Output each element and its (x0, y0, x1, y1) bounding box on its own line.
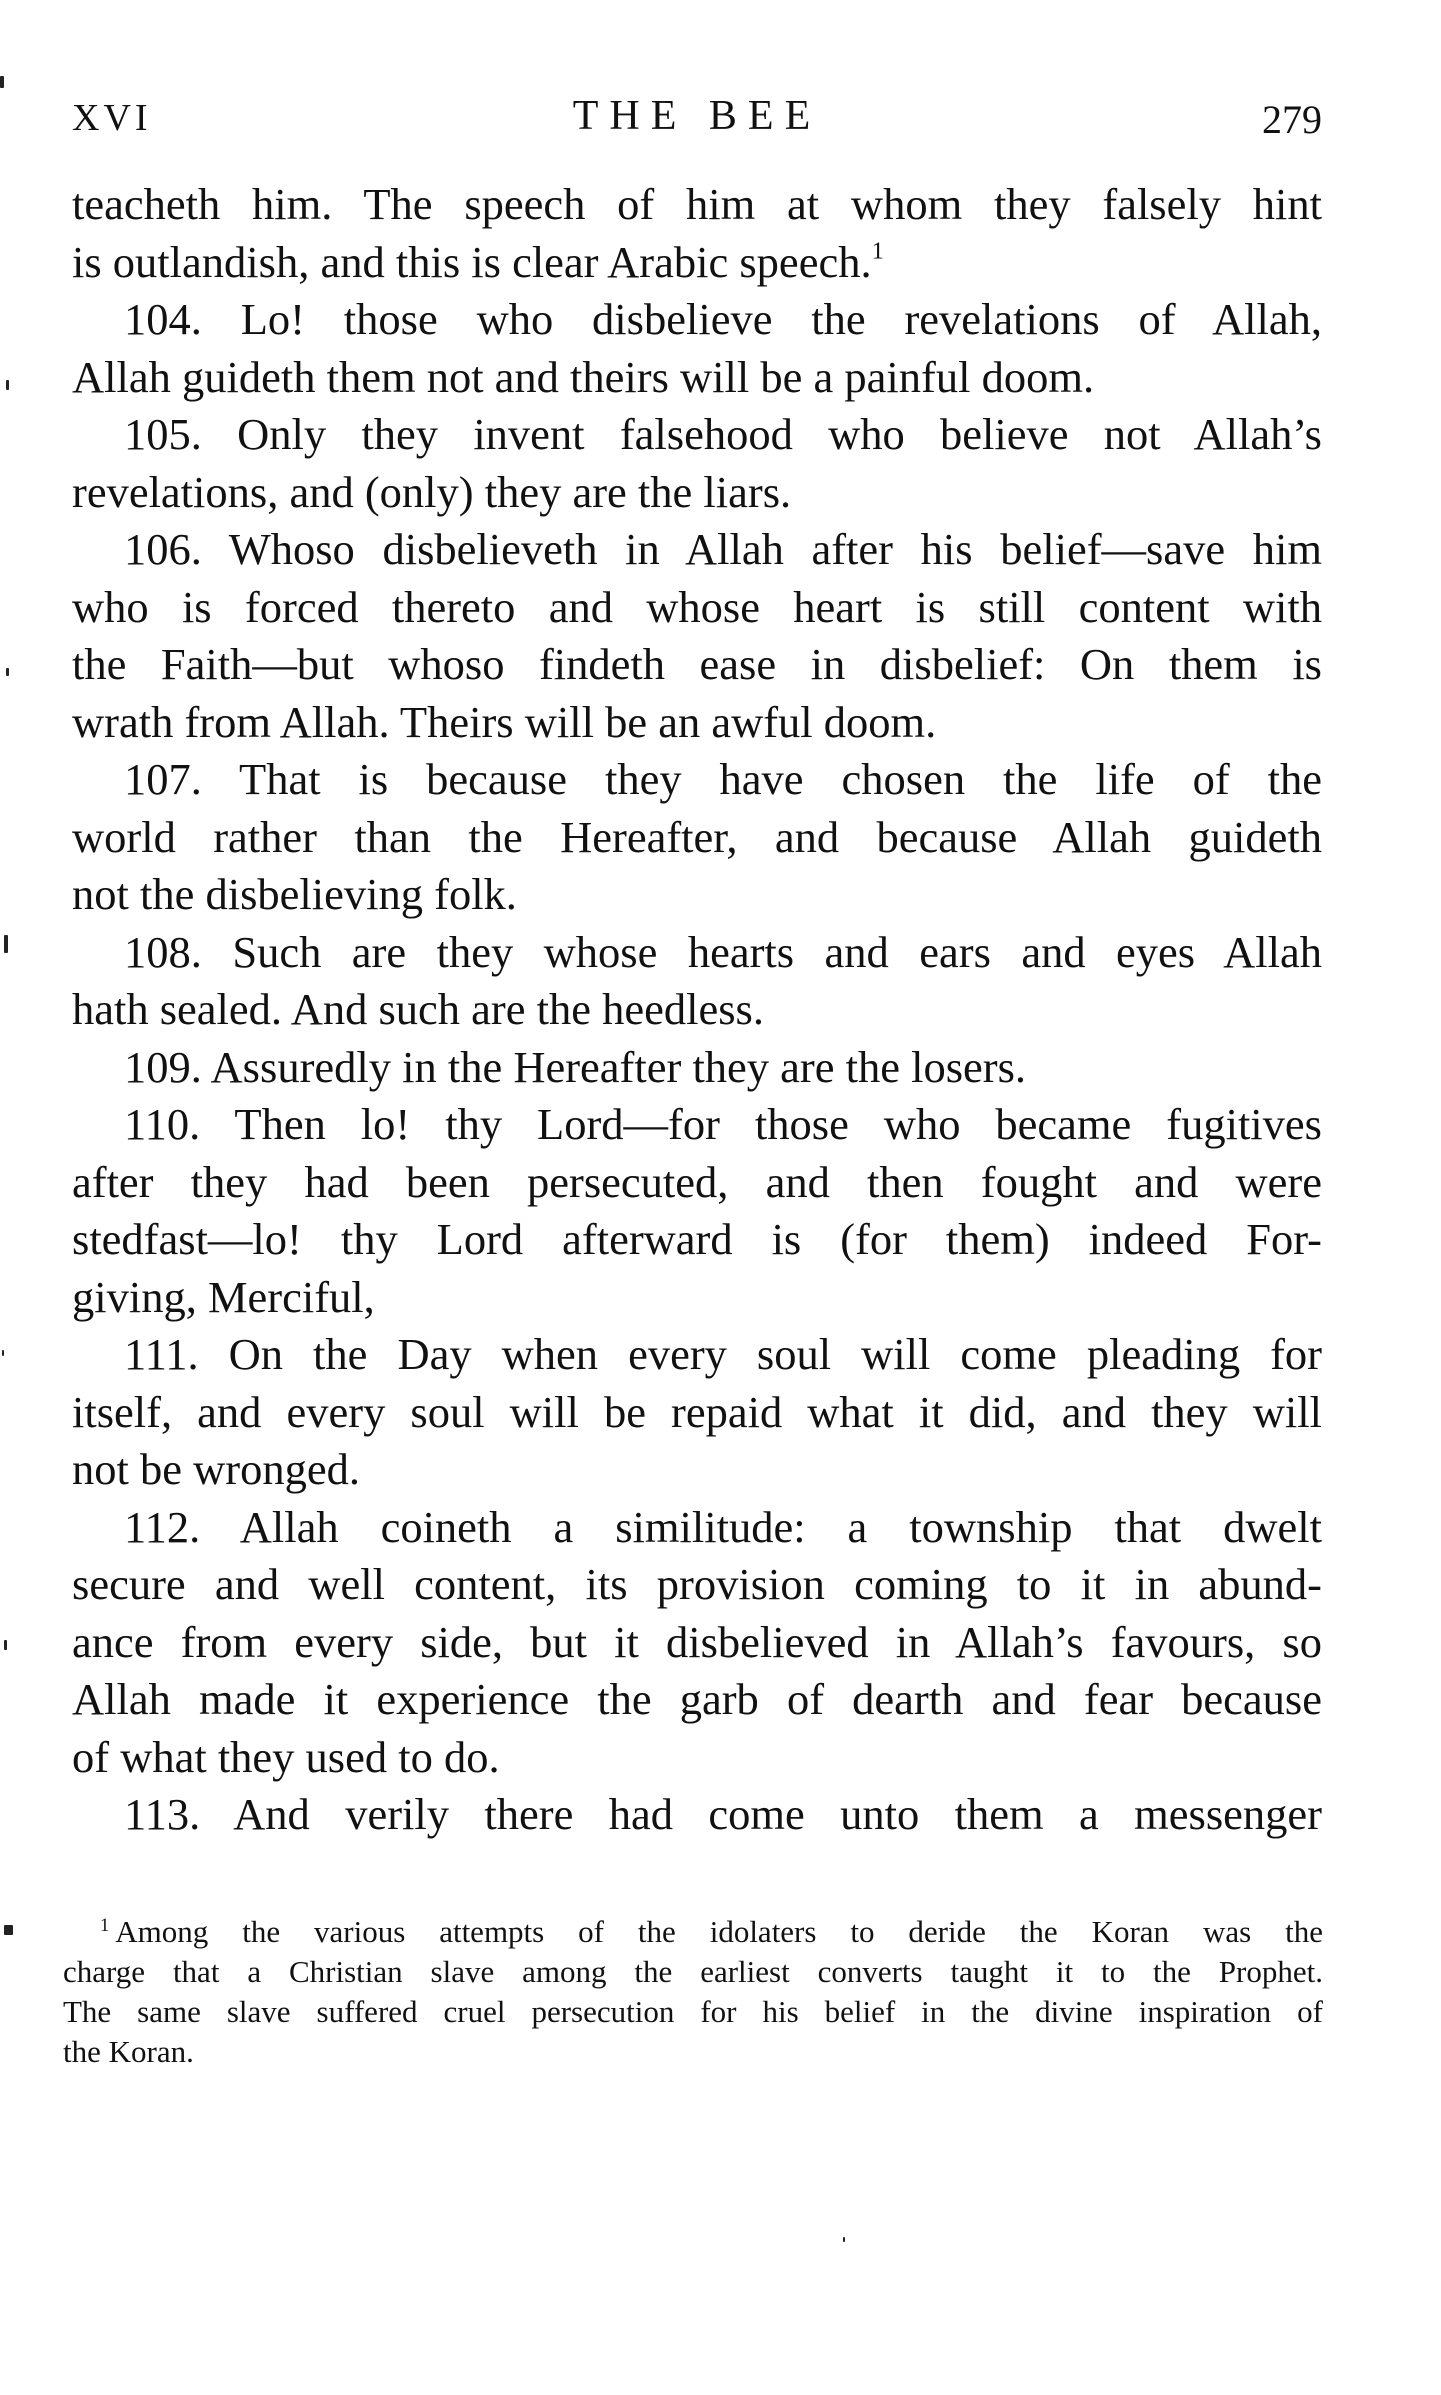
margin-mark (4, 935, 8, 953)
line-text: ance from every side, but it disbelieved in Allah’s favours, so (72, 1616, 1322, 1667)
line-text: secure and well content, its provision coming to it in abund- (72, 1559, 1322, 1609)
running-head (72, 93, 1322, 146)
verse-first-line (72, 1786, 1322, 1844)
line-text: Allah guideth them not and theirs will be a painful doom. (72, 351, 1095, 402)
line-text: world rather than the Hereafter, and because Allah guideth (72, 811, 1322, 862)
text-line (72, 809, 1322, 867)
line-text: 110. Then lo! thy Lord—for those who became fugitives (124, 1099, 1322, 1149)
text-line (72, 1154, 1322, 1212)
verse-first-line (72, 291, 1322, 349)
text-line (72, 981, 1322, 1039)
margin-mark (0, 76, 4, 88)
line-text: 107. That is because they have chosen the life of the (124, 754, 1322, 804)
verse-first-line (72, 406, 1322, 464)
footnote-line (63, 2032, 1323, 2072)
line-text: the Faith—but whoso findeth ease in disbelief: On them is (72, 639, 1322, 689)
line-text: 112. Allah coineth a similitude: a township that dwelt (124, 1501, 1322, 1552)
line-text: hath sealed. And such are the heedless. (72, 984, 764, 1034)
text-line (72, 176, 1322, 234)
text-line (72, 1211, 1322, 1269)
line-text: not be wronged. (72, 1444, 360, 1494)
line-text: wrath from Allah. Theirs will be an awful doom. (72, 696, 937, 747)
line-text: Allah made it experience the garb of dearth and fear because (72, 1674, 1322, 1724)
text-line (72, 579, 1322, 637)
footnote-text: The same slave suffered cruel persecution for his belief in the divine inspiration of (63, 1994, 1323, 2029)
footnote-line (63, 1952, 1323, 1992)
verse-first-line (72, 1499, 1322, 1557)
chapter-number: XVI (72, 97, 152, 139)
footnote-text: the Koran. (63, 2034, 194, 2069)
line-text: 111. On the Day when every soul will come pleading for (124, 1329, 1322, 1379)
line-text: of what they used to do. (72, 1731, 500, 1782)
margin-mark (6, 380, 9, 390)
line-text: who is forced thereto and whose heart is still content with (72, 581, 1322, 632)
text-line (72, 464, 1322, 522)
margin-mark (4, 1925, 13, 1935)
text-line (72, 1671, 1322, 1729)
line-text: teacheth him. The speech of him at whom they falsely hint (72, 179, 1322, 229)
text-line (72, 636, 1322, 694)
verse-first-line (72, 1096, 1322, 1154)
text-line (72, 1269, 1322, 1327)
text-line (72, 1384, 1322, 1442)
chapter-title: THE BEE (572, 93, 822, 139)
verse-first-line (72, 521, 1322, 579)
text-line (72, 349, 1322, 407)
line-text: 105. Only they invent falsehood who believe not Allah’s (124, 409, 1322, 459)
line-text: after they had been persecuted, and then fought and were (72, 1156, 1322, 1207)
line-text: 104. Lo! those who disbelieve the revelations of Allah, (124, 294, 1322, 344)
footnote-text: charge that a Christian slave among the earliest converts taught it to the Prophet. (63, 1954, 1323, 1989)
line-text: is outlandish, and this is clear Arabic speech. (72, 236, 872, 287)
margin-mark (6, 668, 9, 676)
footnotes (63, 1912, 1323, 2072)
text-line (72, 866, 1322, 924)
footnote-line (63, 1992, 1323, 2032)
margin-mark (4, 1640, 7, 1650)
text-line (72, 1729, 1322, 1787)
verse-first-line (72, 1039, 1322, 1097)
line-text: 106. Whoso disbelieveth in Allah after his belief—save him (124, 524, 1322, 574)
line-text: 108. Such are they whose hearts and ears and eyes Allah (124, 926, 1322, 977)
footnote-text: Among the various attempts of the idolaters to deride the Koran was the (115, 1914, 1323, 1949)
verse-first-line (72, 751, 1322, 809)
text-line (72, 694, 1322, 752)
footnote-marker: 1 (100, 1914, 110, 1936)
verse-first-line (72, 1326, 1322, 1384)
body-text (72, 176, 1322, 1844)
line-text: 113. And verily there had come unto them a messenger (124, 1789, 1322, 1839)
line-text: itself, and every soul will be repaid what it did, and they will (72, 1386, 1322, 1437)
text-line (72, 234, 1322, 292)
page-number: 279 (1262, 97, 1322, 142)
footnote-line (63, 1912, 1323, 1952)
line-text: stedfast—lo! thy Lord afterward is (for them) indeed For- (72, 1214, 1322, 1264)
margin-mark (2, 1350, 4, 1356)
line-text: 109. Assuredly in the Hereafter they are the losers. (124, 1041, 1027, 1092)
line-text: giving, Merciful, (72, 1271, 375, 1322)
footnote-reference[interactable]: 1 (871, 237, 884, 265)
text-line (72, 1441, 1322, 1499)
verse-first-line (72, 924, 1322, 982)
line-text: not the disbelieving folk. (72, 869, 517, 919)
line-text: revelations, and (only) they are the liars. (72, 466, 792, 517)
text-line (72, 1556, 1322, 1614)
text-line (72, 1614, 1322, 1672)
margin-mark (843, 2237, 845, 2242)
